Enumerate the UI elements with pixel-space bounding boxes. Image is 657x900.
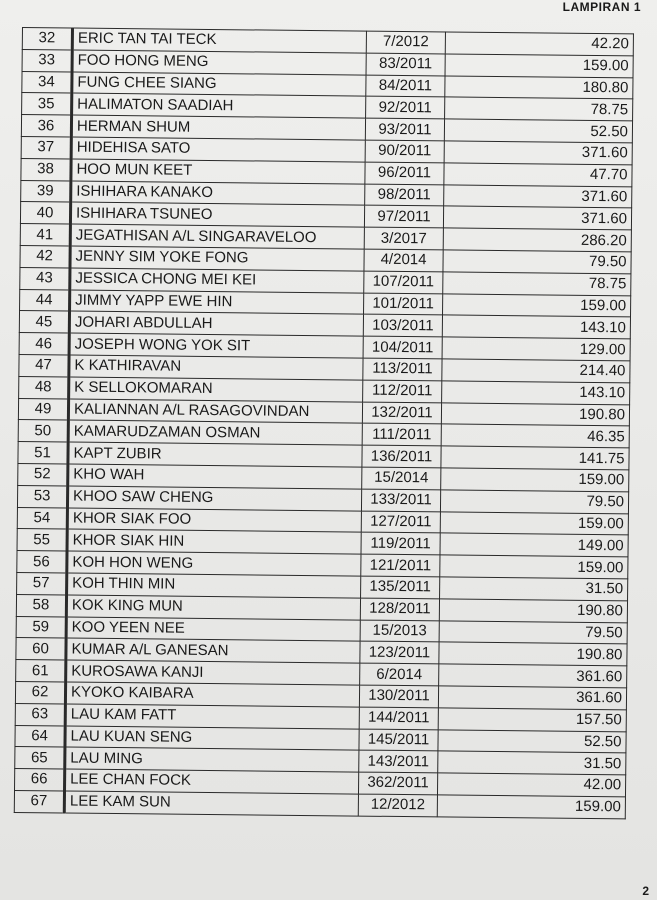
row-number-cell: 50 [18,420,68,442]
row-number-cell: 65 [15,747,65,769]
row-number-cell: 35 [22,93,72,115]
row-number-cell: 51 [18,442,68,464]
reference-cell: 135/2011 [361,576,440,599]
reference-cell: 83/2011 [366,53,445,76]
name-cell: K KATHIRAVAN [69,355,363,380]
reference-cell: 362/2011 [358,772,437,795]
row-number-cell: 41 [20,224,70,246]
reference-cell: 121/2011 [361,554,440,577]
row-number-cell: 53 [17,485,67,507]
reference-cell: 128/2011 [360,598,439,621]
name-cell: KOH HON WENG [67,551,361,576]
row-number-cell: 38 [21,158,71,180]
reference-cell: 123/2011 [360,641,439,664]
name-cell: ISHIHARA KANAKO [71,181,365,206]
appendix-label: LAMPIRAN 1 [562,0,641,14]
amount-cell: 159.00 [440,555,628,579]
row-number-cell: 47 [19,354,69,376]
reference-cell: 132/2011 [362,402,441,425]
name-cell: KUROSAWA KANJI [66,660,360,685]
reference-cell: 133/2011 [361,489,440,512]
reference-cell: 97/2011 [364,205,443,228]
amount-cell: 190.80 [439,599,627,623]
reference-cell: 92/2011 [366,96,445,119]
row-number-cell: 63 [15,703,65,725]
name-cell: LEE KAM SUN [64,791,358,816]
name-cell: KHOO SAW CHENG [67,486,361,511]
reference-cell: 113/2011 [363,358,442,381]
amount-cell: 157.50 [438,708,626,732]
amount-cell: 143.10 [442,315,630,339]
amount-cell: 190.80 [441,402,629,426]
amount-cell: 78.75 [445,97,633,121]
ledger-table [14,27,634,819]
reference-cell: 101/2011 [364,293,443,316]
amount-cell: 78.75 [443,272,631,296]
amount-cell: 361.60 [438,686,626,710]
reference-cell: 112/2011 [363,380,442,403]
row-number-cell: 44 [20,289,70,311]
reference-cell: 7/2012 [366,31,445,54]
amount-cell: 159.00 [441,468,629,492]
row-number-cell: 49 [18,398,68,420]
name-cell: JEGATHISAN A/L SINGARAVELOO [70,224,364,249]
row-number-cell: 62 [15,681,65,703]
name-cell: JOHARI ABDULLAH [69,311,363,336]
amount-cell: 371.60 [444,185,632,209]
name-cell: K SELLOKOMARAN [69,377,363,402]
amount-cell: 31.50 [440,577,628,601]
amount-cell: 143.10 [442,381,630,405]
reference-cell: 98/2011 [365,184,444,207]
name-cell: ERIC TAN TAI TECK [72,28,366,53]
row-number-cell: 46 [19,333,69,355]
row-number-cell: 61 [16,660,66,682]
name-cell: KHOR SIAK HIN [67,529,361,554]
name-cell: LAU MING [65,747,359,772]
row-number-cell: 55 [17,529,67,551]
reference-cell: 84/2011 [366,75,445,98]
amount-cell: 52.50 [444,119,632,143]
name-cell: KYOKO KAIBARA [65,682,359,707]
reference-cell: 6/2014 [360,663,439,686]
row-number-cell: 57 [17,572,67,594]
name-cell: KOH THIN MIN [67,573,361,598]
name-cell: LEE CHAN FOCK [65,769,359,794]
name-cell: KOK KING MUN [66,595,360,620]
amount-cell: 214.40 [442,359,630,383]
amount-cell: 190.80 [439,642,627,666]
name-cell: LAU KUAN SENG [65,725,359,750]
reference-cell: 136/2011 [362,445,441,468]
name-cell: JIMMY YAPP EWE HIN [70,290,364,315]
amount-cell: 159.00 [440,511,628,535]
reference-cell: 4/2014 [364,249,443,272]
reference-cell: 104/2011 [363,336,442,359]
row-number-cell: 42 [20,245,70,267]
reference-cell: 111/2011 [362,423,441,446]
amount-cell: 46.35 [441,424,629,448]
row-number-cell: 67 [14,790,64,812]
row-number-cell: 48 [19,376,69,398]
reference-cell: 96/2011 [365,162,444,185]
row-number-cell: 33 [22,49,72,71]
amount-cell: 180.80 [445,76,633,100]
row-number-cell: 56 [17,551,67,573]
row-number-cell: 52 [18,463,68,485]
amount-cell: 149.00 [440,533,628,557]
row-number-cell: 39 [21,180,71,202]
row-number-cell: 60 [16,638,66,660]
amount-cell: 47.70 [444,163,632,187]
row-number-cell: 37 [21,136,71,158]
reference-cell: 93/2011 [365,118,444,141]
reference-cell: 107/2011 [364,271,443,294]
name-cell: HOO MUN KEET [71,159,365,184]
row-number-cell: 64 [15,725,65,747]
amount-cell: 286.20 [443,228,631,252]
row-number-cell: 58 [16,594,66,616]
name-cell: KHOR SIAK FOO [67,508,361,533]
row-number-cell: 36 [21,115,71,137]
amount-cell: 42.20 [445,32,633,56]
name-cell: KUMAR A/L GANESAN [66,638,360,663]
amount-cell: 141.75 [441,446,629,470]
amount-cell: 159.00 [445,54,633,78]
name-cell: FOO HONG MENG [72,50,366,75]
amount-cell: 42.00 [437,773,625,797]
reference-cell: 119/2011 [361,532,440,555]
amount-cell: 159.00 [443,293,631,317]
name-cell: HIDEHISA SATO [71,137,365,162]
amount-cell: 129.00 [442,337,630,361]
row-number-cell: 54 [17,507,67,529]
amount-cell: 79.50 [439,620,627,644]
reference-cell: 144/2011 [359,707,438,730]
row-number-cell: 43 [20,267,70,289]
name-cell: JOSEPH WONG YOK SIT [69,333,363,358]
reference-cell: 90/2011 [365,140,444,163]
row-number-cell: 59 [16,616,66,638]
ledger-body [14,28,633,819]
name-cell: KOO YEEN NEE [66,617,360,642]
amount-cell: 52.50 [438,729,626,753]
amount-cell: 79.50 [443,250,631,274]
reference-cell: 3/2017 [364,227,443,250]
amount-cell: 31.50 [438,751,626,775]
reference-cell: 145/2011 [359,729,438,752]
row-number-cell: 32 [22,28,72,50]
row-number-cell: 66 [15,769,65,791]
name-cell: KHO WAH [68,464,362,489]
reference-cell: 15/2014 [362,467,441,490]
name-cell: FUNG CHEE SIANG [72,72,366,97]
name-cell: HERMAN SHUM [71,115,365,140]
reference-cell: 15/2013 [360,620,439,643]
name-cell: KAMARUDZAMAN OSMAN [68,420,362,445]
name-cell: HALIMATON SAADIAH [72,93,366,118]
name-cell: JESSICA CHONG MEI KEI [70,268,364,293]
name-cell: LAU KAM FATT [65,704,359,729]
page-number: 2 [642,884,649,898]
name-cell: ISHIHARA TSUNEO [70,202,364,227]
reference-cell: 130/2011 [359,685,438,708]
amount-cell: 361.60 [439,664,627,688]
amount-cell: 371.60 [443,206,631,230]
amount-cell: 79.50 [440,490,628,514]
reference-cell: 127/2011 [361,511,440,534]
reference-cell: 103/2011 [363,314,442,337]
amount-cell: 371.60 [444,141,632,165]
row-number-cell: 40 [20,202,70,224]
name-cell: JENNY SIM YOKE FONG [70,246,364,271]
name-cell: KAPT ZUBIR [68,442,362,467]
name-cell: KALIANNAN A/L RASAGOVINDAN [68,399,362,424]
reference-cell: 12/2012 [358,794,437,817]
row-number-cell: 34 [22,71,72,93]
row-number-cell: 45 [19,311,69,333]
reference-cell: 143/2011 [359,750,438,773]
amount-cell: 159.00 [437,795,625,819]
